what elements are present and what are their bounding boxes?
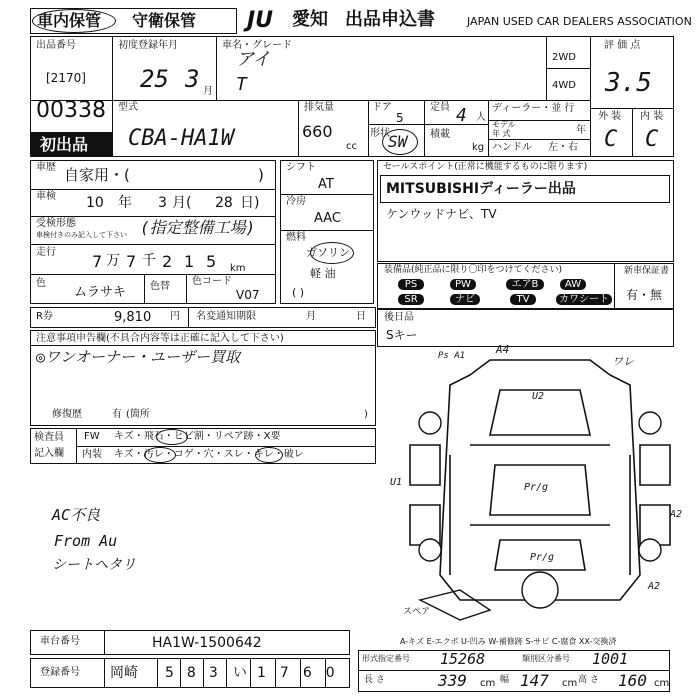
- inspector-row1: キズ・飛石・ヒビ割・リペア跡・X要: [114, 431, 281, 442]
- damage-mark-left: U1: [390, 477, 403, 488]
- warranty-options: 有・無: [626, 288, 663, 302]
- length-value: 339: [438, 671, 467, 690]
- shift-label: シフト: [286, 162, 316, 173]
- width-value: 147: [520, 671, 549, 690]
- shape-label: 形状: [370, 128, 390, 139]
- interior-label: 内 装: [640, 111, 664, 122]
- damage-mark-crack: ワレ: [612, 355, 634, 368]
- damage-mark-front-left: Ps A1: [438, 351, 466, 361]
- displacement: 660: [302, 122, 333, 141]
- lot-number-small: [2170]: [46, 71, 86, 85]
- type-number: 15268: [440, 650, 486, 668]
- capacity-label: 定員: [430, 102, 450, 113]
- usage-close: ): [258, 166, 264, 184]
- mileage-label: 走行: [36, 247, 56, 258]
- inspection-label: 車検: [36, 191, 56, 202]
- plate-number: 1760: [257, 665, 349, 681]
- dealer-parallel-label: ディーラー・並 行: [492, 103, 575, 114]
- width-unit: cm: [562, 678, 578, 689]
- plate-class: 583: [165, 665, 231, 681]
- status-tag-guard: 守衛保管: [132, 11, 197, 30]
- model-year-unit: 年: [576, 125, 586, 136]
- inspection-year-unit: 年: [118, 195, 132, 211]
- repair-value: 有: [112, 409, 122, 420]
- shift-value: AT: [318, 177, 334, 192]
- inspector-mark-chip: [156, 429, 188, 445]
- height-unit: cm: [654, 678, 670, 689]
- color-change-label: 色替: [150, 281, 170, 292]
- shape: SW: [388, 132, 408, 151]
- association-name: JAPAN USED CAR DEALERS ASSOCIATION: [467, 15, 692, 28]
- height-value: 160: [618, 671, 647, 690]
- handwritten-note-2: From Au: [54, 532, 118, 550]
- damage-mark-roof: Pr/g: [524, 482, 549, 493]
- plate-label: 登録番号: [40, 667, 80, 678]
- inspector-row1-tag: FW: [84, 431, 100, 442]
- chassis-number: HA1W-1500642: [152, 635, 262, 651]
- logo-text: 愛知: [292, 9, 328, 30]
- mileage-hyaku: 2: [162, 252, 173, 271]
- class-number-label: 類別区分番号: [522, 654, 570, 663]
- damage-mark-front: A4: [496, 343, 510, 356]
- aircon-label: 冷房: [286, 196, 306, 207]
- type-number-label: 形式指定番号: [362, 654, 410, 663]
- color-label: 色: [36, 278, 46, 289]
- status-tag-indoor: 車内保管: [37, 11, 102, 30]
- load-unit: kg: [472, 142, 485, 153]
- fuel-diesel: 軽 油: [310, 267, 336, 280]
- first-listing-label: 初出品: [40, 135, 89, 154]
- damage-mark-right: A2: [670, 509, 683, 520]
- repair-paren: (箇所: [126, 409, 150, 420]
- fuel-gas: ガソリン: [306, 246, 350, 259]
- evaluation-label: 評 価 点: [604, 40, 641, 51]
- mileage-unit: km: [230, 263, 246, 274]
- selling-point-line1: MITSUBISHIディーラー出品: [386, 181, 576, 197]
- lot-number-label: 出品番号: [36, 40, 76, 51]
- equip-pw: PW: [450, 279, 476, 290]
- handle-label: ハンドル: [492, 142, 532, 153]
- exterior-grade: C: [604, 127, 618, 152]
- registration-year: 25: [140, 65, 169, 93]
- fuel-paren: ( ): [292, 286, 305, 299]
- handle-options: 左・右: [548, 142, 578, 153]
- aircon-value: AAC: [314, 211, 341, 226]
- usage-label: 車歴: [36, 162, 56, 173]
- equip-tv: TV: [510, 294, 536, 305]
- equip-navi: ナビ: [450, 294, 480, 305]
- capacity-unit: 人: [476, 112, 486, 123]
- color-code: V07: [236, 288, 260, 302]
- height-label: 高 さ: [578, 675, 599, 685]
- damage-mark-hood: U2: [532, 391, 545, 402]
- acceptance-label: 受検形態: [36, 218, 76, 229]
- class-number: 1001: [592, 650, 629, 668]
- mileage-ichi: 5: [206, 252, 217, 271]
- recycle-unit: 円: [170, 311, 180, 322]
- chassis-label: 車台番号: [40, 636, 80, 647]
- recycle-value: 9,810: [114, 310, 152, 325]
- model-code: CBA-HA1W: [128, 126, 234, 151]
- inspection-month-unit: 月(: [172, 195, 192, 211]
- displacement-label: 排気量: [304, 102, 334, 113]
- ju-logo: JU: [247, 8, 274, 33]
- damage-mark-rear: Pr/g: [530, 552, 555, 563]
- selling-point-line2: ケンウッドナビ、TV: [386, 207, 497, 221]
- color-value: ムラサキ: [74, 285, 127, 300]
- inspection-month: 3: [158, 195, 167, 211]
- deadline-label: 名変通知期限: [196, 311, 256, 322]
- model-label: 型式: [118, 102, 138, 113]
- damage-mark-rear-right: A2: [648, 581, 661, 592]
- equip-airbag: エアB: [506, 279, 544, 290]
- notes-handwritten: ◎ワンオーナー・ユーザー買取: [36, 348, 241, 366]
- selling-points-label: セールスポイント(正常に機能するものに限ります): [383, 162, 588, 172]
- interior-grade: C: [645, 127, 659, 152]
- damage-legend: A-キズ E-エクボ U-凹み W-補修跡 S-サビ C-腐食 XX-交換済: [400, 637, 617, 646]
- handwritten-note-3: シートヘタリ: [52, 557, 136, 573]
- equip-aw: AW: [560, 279, 586, 290]
- load-label: 積載: [430, 129, 450, 140]
- deadline-month-unit: 月: [306, 311, 316, 322]
- inspector-mark-wear: [255, 447, 283, 463]
- capacity: 4: [456, 105, 467, 126]
- registration-month-unit: 月: [203, 86, 213, 97]
- deadline-day-unit: 日: [356, 311, 366, 322]
- notes-label: 注意事項申告欄(不具合内容等は正確に記入して下さい): [36, 333, 284, 344]
- fuel-label: 燃料: [286, 232, 306, 243]
- drive-4wd: 4WD: [552, 80, 576, 91]
- repair-label: 修復歴: [52, 409, 82, 420]
- warranty-label: 新車保証書: [624, 266, 670, 276]
- acceptance-note: 車検付きのみ記入して下さい: [36, 231, 127, 239]
- lot-number: 00338: [36, 98, 106, 123]
- registration-label: 初度登録年月: [118, 40, 178, 51]
- equip-ps: PS: [398, 279, 424, 290]
- post-items-label: 後日品: [384, 312, 414, 323]
- equip-sr: SR: [398, 294, 424, 305]
- doors-label: ドア: [372, 102, 392, 113]
- width-label: 幅: [500, 675, 510, 685]
- doors: 5: [396, 111, 404, 125]
- length-label: 長 さ: [364, 675, 385, 685]
- mileage-sen: 7: [126, 252, 137, 271]
- post-items-value: Sキー: [386, 328, 418, 342]
- spare-tire-label: スペア: [403, 607, 431, 617]
- car-grade: T: [236, 74, 247, 95]
- color-code-label: 色コード: [192, 276, 232, 287]
- status-tag-circle: [32, 9, 116, 33]
- displacement-unit: cc: [346, 141, 357, 152]
- inspector-label-1: 検査員: [34, 432, 64, 443]
- car-name: アイ: [236, 49, 271, 70]
- equip-seat: カワシート: [556, 294, 612, 305]
- recycle-label: R券: [36, 311, 53, 322]
- mileage-sen-unit: 千: [142, 253, 156, 269]
- inspection-day-unit: 日): [240, 195, 260, 211]
- mileage-ju: 1: [184, 252, 195, 271]
- model-year-label2: 年 式: [492, 129, 511, 138]
- car-name-label: 車名・グレード: [222, 40, 292, 51]
- length-unit: cm: [480, 678, 496, 689]
- inspection-day: 28: [215, 195, 233, 211]
- mileage-man-unit: 万: [106, 253, 120, 269]
- inspector-row2-tag: 内装: [82, 449, 102, 460]
- plate-kana: い: [233, 665, 247, 681]
- post-items-box: [377, 309, 674, 347]
- form-title: 出品申込書: [345, 9, 435, 30]
- inspector-mark-stain: [144, 447, 176, 463]
- repair-close: ): [364, 409, 368, 420]
- inspector-label-2: 記入欄: [34, 448, 64, 459]
- exterior-label: 外 装: [598, 111, 622, 122]
- evaluation-score: 3.5: [605, 68, 652, 98]
- drive-2wd: 2WD: [552, 52, 576, 63]
- equipment-label: 装備品(純正品に限り〇印をつけてください): [384, 265, 563, 275]
- acceptance-value: (指定整備工場): [140, 218, 256, 237]
- model-year-label: モデル: [492, 120, 516, 129]
- usage-value: 自家用・(: [64, 166, 130, 184]
- inspector-row2: キズ・汚レ・コゲ・穴・スレ・キレ・破レ: [114, 449, 304, 460]
- inspection-year: 10: [86, 195, 104, 211]
- mileage-man: 7: [92, 252, 103, 271]
- plate-area: 岡崎: [110, 665, 138, 681]
- registration-month: 3: [185, 65, 200, 93]
- handwritten-note-1: AC不良: [52, 506, 101, 524]
